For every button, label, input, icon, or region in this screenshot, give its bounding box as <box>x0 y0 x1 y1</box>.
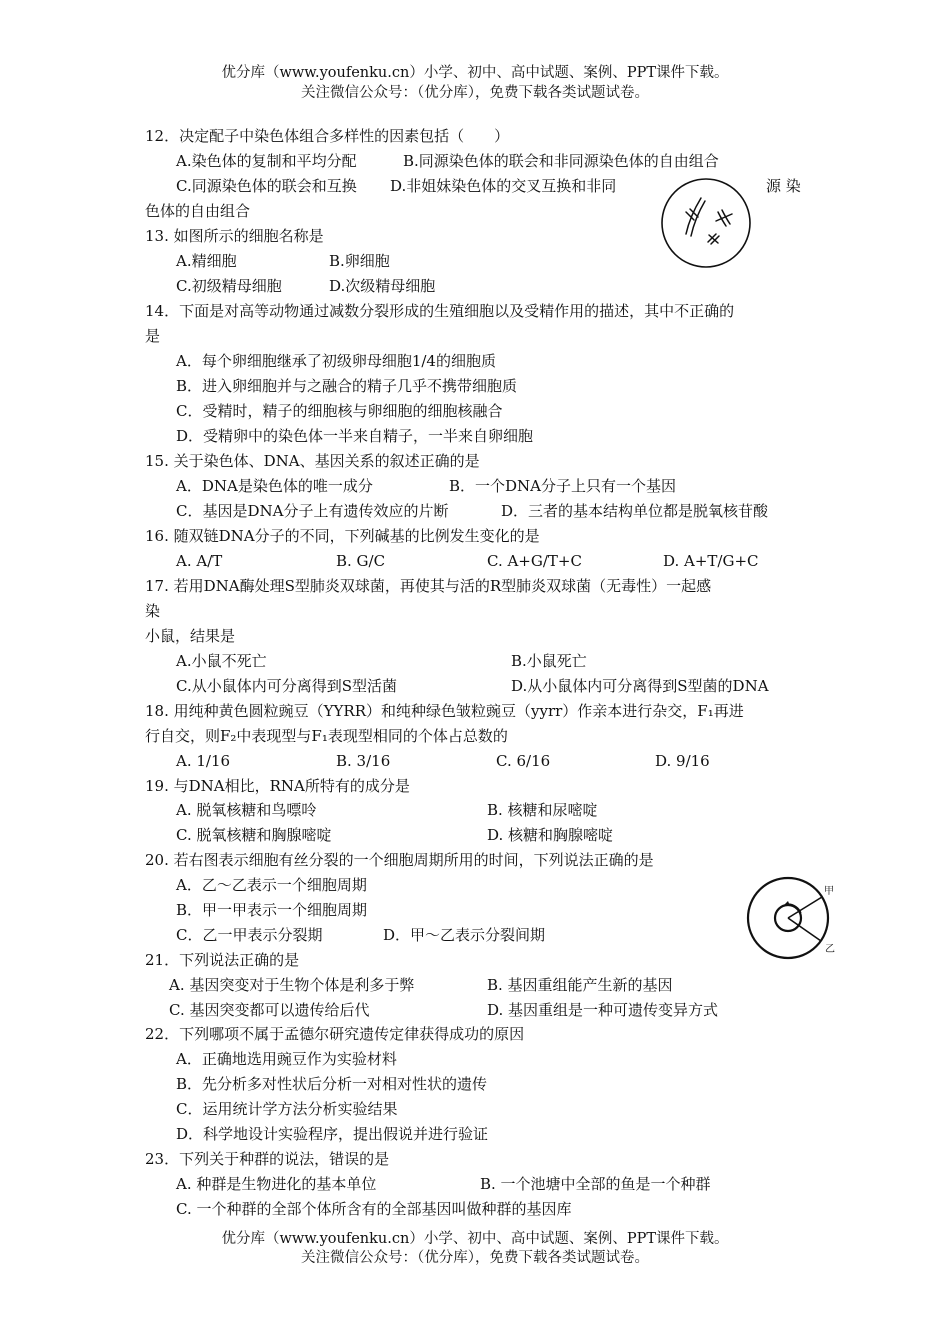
q18-stem-continued: 行自交，则F₂中表现型与F₁表现型相同的个体占总数的 <box>145 727 508 745</box>
q21-option-c: C. 基因突变都可以遗传给后代 <box>169 1001 370 1019</box>
footer-line-2: 关注微信公众号：（优分库），免费下载各类试题试卷。 <box>301 1250 649 1266</box>
q12-stem: 12．决定配子中染色体组合多样性的因素包括（ ） <box>145 127 510 145</box>
q14-stem-continued: 是 <box>145 327 161 345</box>
q13-option-c: C.初级精母细胞 <box>176 277 282 295</box>
cell-membrane <box>662 179 750 267</box>
q20-option-b: B．甲一甲表示一个细胞周期 <box>176 901 368 919</box>
q18-option-d: D. 9/16 <box>655 752 710 770</box>
label-yi: 乙 <box>825 944 835 955</box>
q14-option-d: D．受精卵中的染色体一半来自精子，一半来自卵细胞 <box>176 427 534 445</box>
q21-option-b: B. 基因重组能产生新的基因 <box>487 976 673 994</box>
q14-option-b: B．进入卵细胞并与之融合的精子几乎不携带细胞质 <box>176 377 518 395</box>
q15-option-b: B．一个DNA分子上只有一个基因 <box>449 477 677 495</box>
q21-option-a: A. 基因突变对于生物个体是利多于弊 <box>169 976 415 994</box>
cell-cycle-figure <box>744 873 844 969</box>
q13-option-b: B.卵细胞 <box>329 252 390 270</box>
header-line-2: 关注微信公众号：（优分库），免费下载各类试题试卷。 <box>301 85 649 101</box>
q16-option-c: C. A+G/T+C <box>487 552 582 570</box>
q22-option-b: B．先分析多对性状后分析一对相对性状的遗传 <box>176 1075 488 1093</box>
q19-option-b: B. 核糖和尿嘧啶 <box>487 801 598 819</box>
q20-option-a: A．乙～乙表示一个细胞周期 <box>176 876 367 894</box>
q22-option-d: D．科学地设计实验程序，提出假说并进行验证 <box>176 1125 489 1143</box>
header-line-1: 优分库（www.youfenku.cn）小学、初中、高中试题、案例、PPT课件下载。 <box>221 65 729 81</box>
q15-option-d: D．三者的基本结构单位都是脱氧核苷酸 <box>501 502 769 520</box>
q15-option-a: A．DNA是染色体的唯一成分 <box>176 477 373 495</box>
q21-option-d: D. 基因重组是一种可遗传变异方式 <box>487 1001 719 1019</box>
q19-option-a: A. 脱氧核糖和鸟嘌呤 <box>176 801 317 819</box>
q18-option-c: C. 6/16 <box>496 752 551 770</box>
q19-option-c: C. 脱氧核糖和胸腺嘧啶 <box>176 826 332 844</box>
q16-option-a: A. A/T <box>176 552 223 570</box>
q13-option-d: D.次级精母细胞 <box>329 277 436 295</box>
q16-option-d: D. A+T/G+C <box>663 552 759 570</box>
q15-option-c: C．基因是DNA分子上有遗传效应的片断 <box>176 502 449 520</box>
q17-option-a: A.小鼠不死亡 <box>176 652 267 670</box>
q12-option-a: A.染色体的复制和平均分配 <box>176 152 357 170</box>
q20-stem: 20. 若右图表示细胞有丝分裂的一个细胞周期所用的时间，下列说法正确的是 <box>145 851 654 869</box>
q16-option-b: B. G/C <box>336 552 386 570</box>
q12-option-b: B.同源染色体的联会和非同源染色体的自由组合 <box>403 152 719 170</box>
q23-option-c: C. 一个种群的全部个体所含有的全部基因叫做种群的基因库 <box>176 1200 572 1218</box>
chromosome-large <box>686 198 705 236</box>
q14-option-c: C．受精时，精子的细胞核与卵细胞的细胞核融合 <box>176 402 503 420</box>
q13-option-a: A.精细胞 <box>176 252 237 270</box>
radius-line-jia <box>788 897 822 918</box>
q23-option-a: A. 种群是生物进化的基本单位 <box>176 1175 377 1193</box>
footer-line-1: 优分库（www.youfenku.cn）小学、初中、高中试题、案例、PPT课件下载。 <box>221 1231 729 1247</box>
q17-option-b: B.小鼠死亡 <box>511 652 587 670</box>
chromosome-small <box>708 234 719 244</box>
q22-option-c: C．运用统计学方法分析实验结果 <box>176 1100 398 1118</box>
cell-figure <box>656 176 756 270</box>
q17-stem-continued-1: 染 <box>145 602 161 620</box>
q12-option-d: D.非姐妹染色体的交叉互换和非同 <box>390 177 617 195</box>
q23-stem: 23．下列关于种群的说法，错误的是 <box>145 1150 390 1168</box>
q18-option-a: A. 1/16 <box>176 752 231 770</box>
q23-option-b: B. 一个池塘中全部的鱼是一个种群 <box>480 1175 711 1193</box>
q20-option-c: C．乙一甲表示分裂期 <box>176 926 323 944</box>
q14-stem: 14．下面是对高等动物通过减数分裂形成的生殖细胞以及受精作用的描述，其中不正确的 <box>145 302 735 320</box>
q17-stem-continued-2: 小鼠，结果是 <box>145 627 236 645</box>
chromosome-medium <box>716 210 732 226</box>
label-jia: 甲 <box>824 886 834 897</box>
q22-stem: 22．下列哪项不属于孟德尔研究遗传定律获得成功的原因 <box>145 1025 525 1043</box>
q18-stem: 18. 用纯种黄色圆粒豌豆（YYRR）和纯种绿色皱粒豌豆（yyrr）作亲本进行杂交，F₁再进 <box>145 702 744 720</box>
q16-stem: 16. 随双链DNA分子的不同，下列碱基的比例发生变化的是 <box>145 527 540 545</box>
q15-stem: 15. 关于染色体、DNA、基因关系的叙述正确的是 <box>145 452 480 470</box>
q20-option-d: D．甲～乙表示分裂间期 <box>383 926 546 944</box>
q17-option-d: D.从小鼠体内可分离得到S型菌的DNA <box>511 677 769 695</box>
q14-option-a: A．每个卵细胞继承了初级卵母细胞1/4的细胞质 <box>176 352 496 370</box>
q19-option-d: D. 核糖和胸腺嘧啶 <box>487 826 614 844</box>
q22-option-a: A．正确地选用豌豆作为实验材料 <box>176 1050 397 1068</box>
q21-stem: 21．下列说法正确的是 <box>145 951 300 969</box>
q12-option-d-tail: 源 染 <box>766 177 801 195</box>
q12-option-c: C.同源染色体的联会和互换 <box>176 177 357 195</box>
q13-stem: 13. 如图所示的细胞名称是 <box>145 227 324 245</box>
q17-option-c: C.从小鼠体内可分离得到S型活菌 <box>176 677 397 695</box>
q12-option-d-continued: 色体的自由组合 <box>145 202 251 220</box>
q17-stem: 17. 若用DNA酶处理S型肺炎双球菌，再使其与活的R型肺炎双球菌（无毒性）一起感 <box>145 577 712 595</box>
q19-stem: 19. 与DNA相比，RNA所特有的成分是 <box>145 777 410 795</box>
q18-option-b: B. 3/16 <box>336 752 391 770</box>
